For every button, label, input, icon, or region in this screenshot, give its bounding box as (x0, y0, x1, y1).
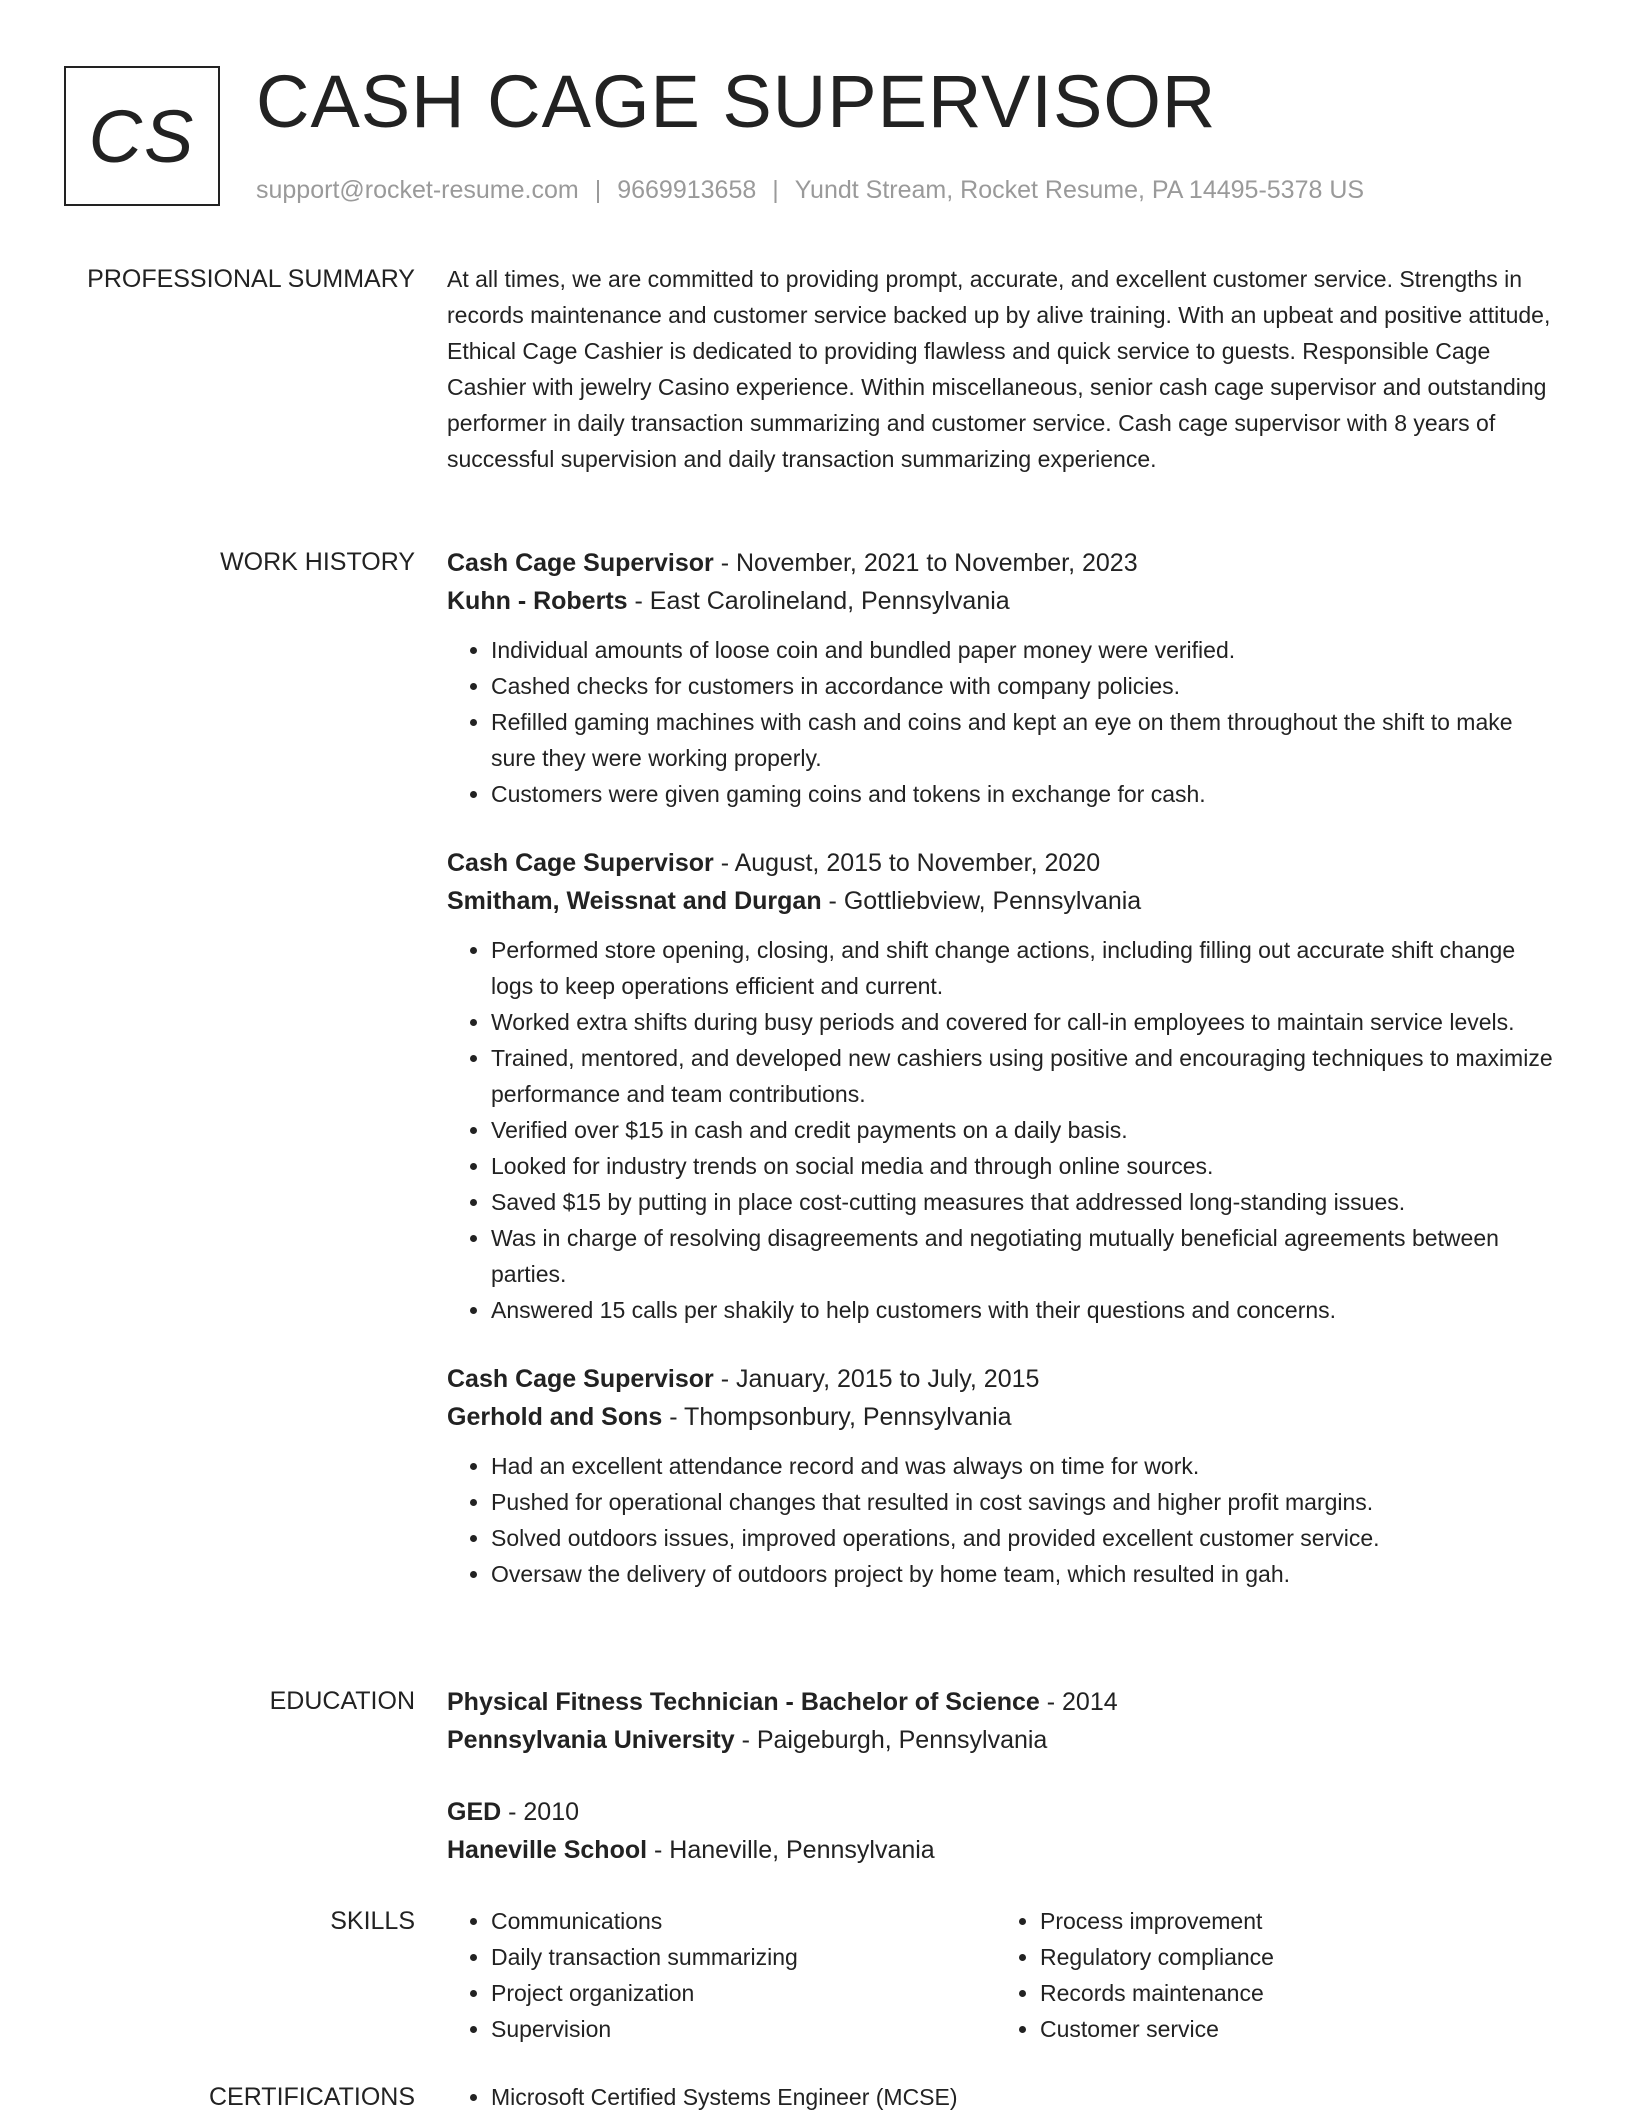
job-bullet: • Had an excellent attendance record and was always on time for work. (491, 1448, 1562, 1484)
contact-phone[interactable]: 9669913658 (617, 176, 757, 204)
job-bullet: • Saved $15 by putting in place cost-cutting measures that addressed long-standing issues. (491, 1184, 1562, 1220)
education-body (447, 1683, 1562, 1869)
job-dates: - August, 2015 to November, 2020 (713, 849, 1101, 877)
education-degree-line (447, 1683, 1562, 1721)
education-school-line (447, 1831, 1562, 1869)
job-bullets (447, 1448, 1562, 1592)
job-bullet: • Looked for industry trends on social media and through online sources. (491, 1148, 1562, 1184)
monogram-badge: CS (64, 66, 220, 206)
job-bullet: • Refilled gaming machines with cash and coins and kept an eye on them throughout the shift to make sure they were working properly. (491, 704, 1562, 776)
job-bullet: • Customers were given gaming coins and tokens in exchange for cash. (491, 776, 1562, 812)
education-year: - 2014 (1039, 1688, 1118, 1716)
education-school-line (447, 1721, 1562, 1759)
skill-item: • Project organization (491, 1975, 996, 2011)
job-company: Smitham, Weissnat and Durgan (447, 887, 822, 915)
job-bullet: • Answered 15 calls per shakily to help customers with their questions and concerns. (491, 1292, 1562, 1328)
education-year: - 2010 (501, 1798, 580, 1826)
skill-item: • Communications (491, 1903, 996, 1939)
job-company-line (447, 1398, 1562, 1436)
job-bullets (447, 632, 1562, 812)
job-bullet: • Cashed checks for customers in accordance with company policies. (491, 668, 1562, 704)
job-company: Gerhold and Sons (447, 1403, 663, 1431)
education-degree: GED (447, 1798, 502, 1826)
job-role: Cash Cage Supervisor (447, 1365, 714, 1393)
education-school: Haneville School (447, 1836, 648, 1864)
skill-item: • Daily transaction summarizing (491, 1939, 996, 1975)
job-bullet: • Performed store opening, closing, and shift change actions, including filling out accurate shift change logs to keep operations efficient and current. (491, 932, 1562, 1004)
job-bullet: • Trained, mentored, and developed new cashiers using positive and encouraging techniques to maximize performance and team contributions. (491, 1040, 1562, 1112)
certifications-columns (447, 2079, 1562, 2115)
job-entry (447, 844, 1562, 1328)
job-title-line (447, 844, 1562, 882)
job-title-line (447, 1360, 1562, 1398)
job-bullet: • Solved outdoors issues, improved operations, and provided excellent customer service. (491, 1520, 1562, 1556)
certifications-body (447, 2079, 1562, 2115)
education-degree: Physical Fitness Technician - Bachelor of Science (447, 1688, 1040, 1716)
job-company-line (447, 582, 1562, 620)
education-degree-line (447, 1793, 1562, 1831)
job-dates: - November, 2021 to November, 2023 (713, 549, 1138, 577)
job-bullet: • Individual amounts of loose coin and bundled paper money were verified. (491, 632, 1562, 668)
job-bullet: • Pushed for operational changes that resulted in cost savings and higher profit margins. (491, 1484, 1562, 1520)
job-location: - Thompsonbury, Pennsylvania (662, 1403, 1012, 1431)
certifications-list (447, 2079, 996, 2115)
skills-list-right (996, 1903, 1545, 2047)
job-dates: - January, 2015 to July, 2015 (713, 1365, 1040, 1393)
resume-title: CASH CAGE SUPERVISOR (256, 60, 1217, 143)
contact-address: Yundt Stream, Rocket Resume, PA 14495-5378 US (794, 176, 1365, 204)
job-bullet: • Was in charge of resolving disagreements and negotiating mutually beneficial agreements between parties. (491, 1220, 1562, 1292)
education-location: - Haneville, Pennsylvania (647, 1836, 935, 1864)
skills-body (447, 1903, 1562, 2047)
contact-separator: | (772, 176, 779, 204)
summary-text: At all times, we are committed to providing prompt, accurate, and excellent customer service. Strengths in records maintenance and customer service backed up by alive training. With an upbeat and positive attitude, Ethical Cage Cashier is dedicated to providing flawless and quick service to guests. Responsible Cage Cashier with jewelry Casino experience. Within miscellaneous, senior cash cage supervisor and outstanding performer in daily transaction summarizing and customer service. Cash cage supervisor with 8 years of successful supervision and daily transaction summarizing experience. (447, 266, 1551, 472)
section-title-certifications: CERTIFICATIONS (208, 2083, 415, 2111)
job-role: Cash Cage Supervisor (447, 549, 714, 577)
job-location: - East Carolineland, Pennsylvania (627, 587, 1010, 615)
skills-columns (447, 1903, 1562, 2047)
section-title-summary: PROFESSIONAL SUMMARY (87, 265, 415, 293)
skill-item: • Regulatory compliance (1040, 1939, 1545, 1975)
skills-list-left (447, 1903, 996, 2047)
certification-item: • Microsoft Certified Systems Engineer (MCSE) (491, 2079, 996, 2115)
skill-item: • Records maintenance (1040, 1975, 1545, 2011)
job-location: - Gottliebview, Pennsylvania (821, 887, 1142, 915)
skill-item: • Supervision (491, 2011, 996, 2047)
contact-line (256, 176, 1364, 205)
job-bullets (447, 932, 1562, 1328)
contact-email[interactable]: support@rocket-resume.com (256, 176, 579, 204)
skill-item: • Process improvement (1040, 1903, 1545, 1939)
work-history-body (447, 544, 1562, 1592)
job-role: Cash Cage Supervisor (447, 849, 714, 877)
education-location: - Paigeburgh, Pennsylvania (734, 1726, 1048, 1754)
contact-separator: | (594, 176, 602, 204)
skill-item: • Customer service (1040, 2011, 1545, 2047)
job-entry (447, 544, 1562, 812)
education-entry (447, 1683, 1562, 1759)
section-title-work-history: WORK HISTORY (220, 548, 415, 576)
education-school: Pennsylvania University (447, 1726, 735, 1754)
job-entry (447, 1360, 1562, 1592)
job-title-line (447, 544, 1562, 582)
job-bullet: • Verified over $15 in cash and credit payments on a daily basis. (491, 1112, 1562, 1148)
job-company-line (447, 882, 1562, 920)
education-entry (447, 1793, 1562, 1869)
section-title-skills: SKILLS (330, 1907, 415, 1935)
job-company: Kuhn - Roberts (447, 587, 628, 615)
job-bullet: • Worked extra shifts during busy periods and covered for call-in employees to maintain service levels. (491, 1004, 1562, 1040)
section-title-education: EDUCATION (269, 1687, 415, 1715)
summary-body (447, 261, 1562, 477)
job-bullet: • Oversaw the delivery of outdoors project by home team, which resulted in gah. (491, 1556, 1562, 1592)
